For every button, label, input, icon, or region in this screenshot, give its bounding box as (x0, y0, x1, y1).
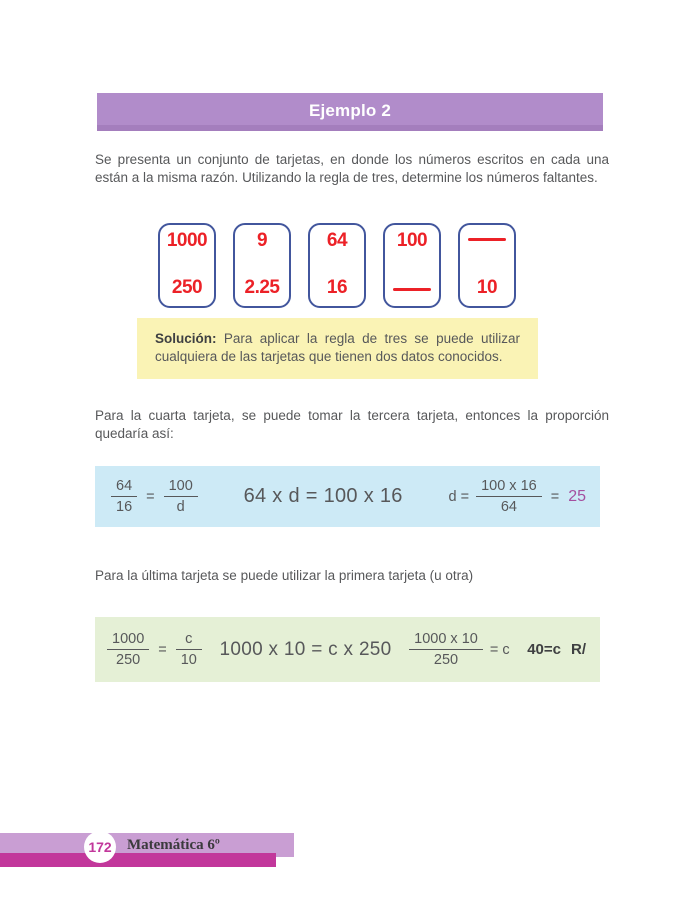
fraction-denominator: 10 (180, 652, 197, 668)
proportion-setup (107, 631, 202, 668)
card-5 (458, 223, 516, 308)
card-2 (233, 223, 291, 308)
fraction-denominator: 250 (433, 652, 459, 668)
fraction (176, 631, 202, 668)
card-3 (308, 223, 366, 308)
result-value: 25 (568, 487, 586, 505)
card-value-bottom: 2.25 (244, 277, 280, 298)
fraction (107, 631, 149, 668)
fraction-denominator: 250 (116, 652, 141, 668)
solution-step (409, 631, 509, 668)
solution-box (137, 318, 538, 379)
paragraph-fourth-card: Para la cuarta tarjeta, se puede tomar la tercera tarjeta, entonces la proporción quedaría así: (95, 408, 609, 441)
card-value-top: 9 (256, 230, 268, 251)
footer-bar-magenta (0, 853, 276, 867)
missing-value-line (468, 238, 506, 241)
fraction-numerator: 100 (164, 478, 198, 497)
card-value-top: 1000 (166, 230, 208, 251)
fraction-denominator: d (176, 499, 185, 515)
fraction-numerator: 1000 x 10 (409, 631, 483, 650)
solution-label: Solución: (155, 331, 217, 346)
page-number: 172 (88, 839, 112, 855)
book-title: Matemática 6º (127, 837, 220, 853)
fraction-numerator: 100 x 16 (476, 478, 542, 497)
final-answer (527, 641, 586, 658)
card-value-bottom: 16 (326, 277, 348, 298)
missing-value-line (393, 288, 431, 291)
equation-box-blue (95, 466, 600, 527)
proportion-setup (111, 478, 198, 515)
fraction-denominator: 64 (500, 499, 517, 515)
page-number-circle (84, 831, 116, 863)
solve-lhs: d = (448, 488, 470, 505)
equals-sign: = (550, 488, 560, 505)
card-1 (158, 223, 216, 308)
fraction (476, 478, 542, 515)
solve-rhs: = c (489, 641, 510, 658)
card-value-top: 100 (396, 230, 428, 251)
fraction-numerator: c (176, 631, 202, 650)
cross-multiplication: 64 x d = 100 x 16 (243, 485, 403, 507)
fraction-denominator: 16 (116, 499, 133, 515)
card-value-bottom: 10 (476, 277, 498, 298)
card-4 (383, 223, 441, 308)
card-value-top: 64 (326, 230, 348, 251)
answer-label: R/ (570, 641, 586, 658)
fraction (111, 478, 137, 515)
cross-multiplication: 1000 x 10 = c x 250 (219, 638, 392, 660)
equals-sign: = (158, 641, 167, 658)
example-banner (97, 93, 603, 131)
fraction-numerator: 64 (111, 478, 137, 497)
card-value-bottom: 250 (171, 277, 203, 298)
fraction (409, 631, 483, 668)
equals-sign: = (146, 488, 155, 505)
paragraph-last-card: Para la última tarjeta se puede utilizar la primera tarjeta (u otra) (95, 568, 474, 583)
solution-text: Para aplicar la regla de tres se puede utilizar cualquiera de las tarjetas que tienen dos datos conocidos. (155, 331, 520, 364)
example-banner-title: Ejemplo 2 (308, 101, 392, 120)
solution-step (449, 478, 586, 515)
equation-box-green (95, 617, 600, 682)
cards-row (158, 223, 516, 308)
fraction-numerator: 1000 (107, 631, 149, 650)
intro-paragraph: Se presenta un conjunto de tarjetas, en donde los números escritos en cada una están a la misma razón. Utilizando la regla de tres, determine los números faltantes. (95, 152, 609, 185)
fraction (164, 478, 198, 515)
answer-value: 40=c (527, 641, 561, 658)
